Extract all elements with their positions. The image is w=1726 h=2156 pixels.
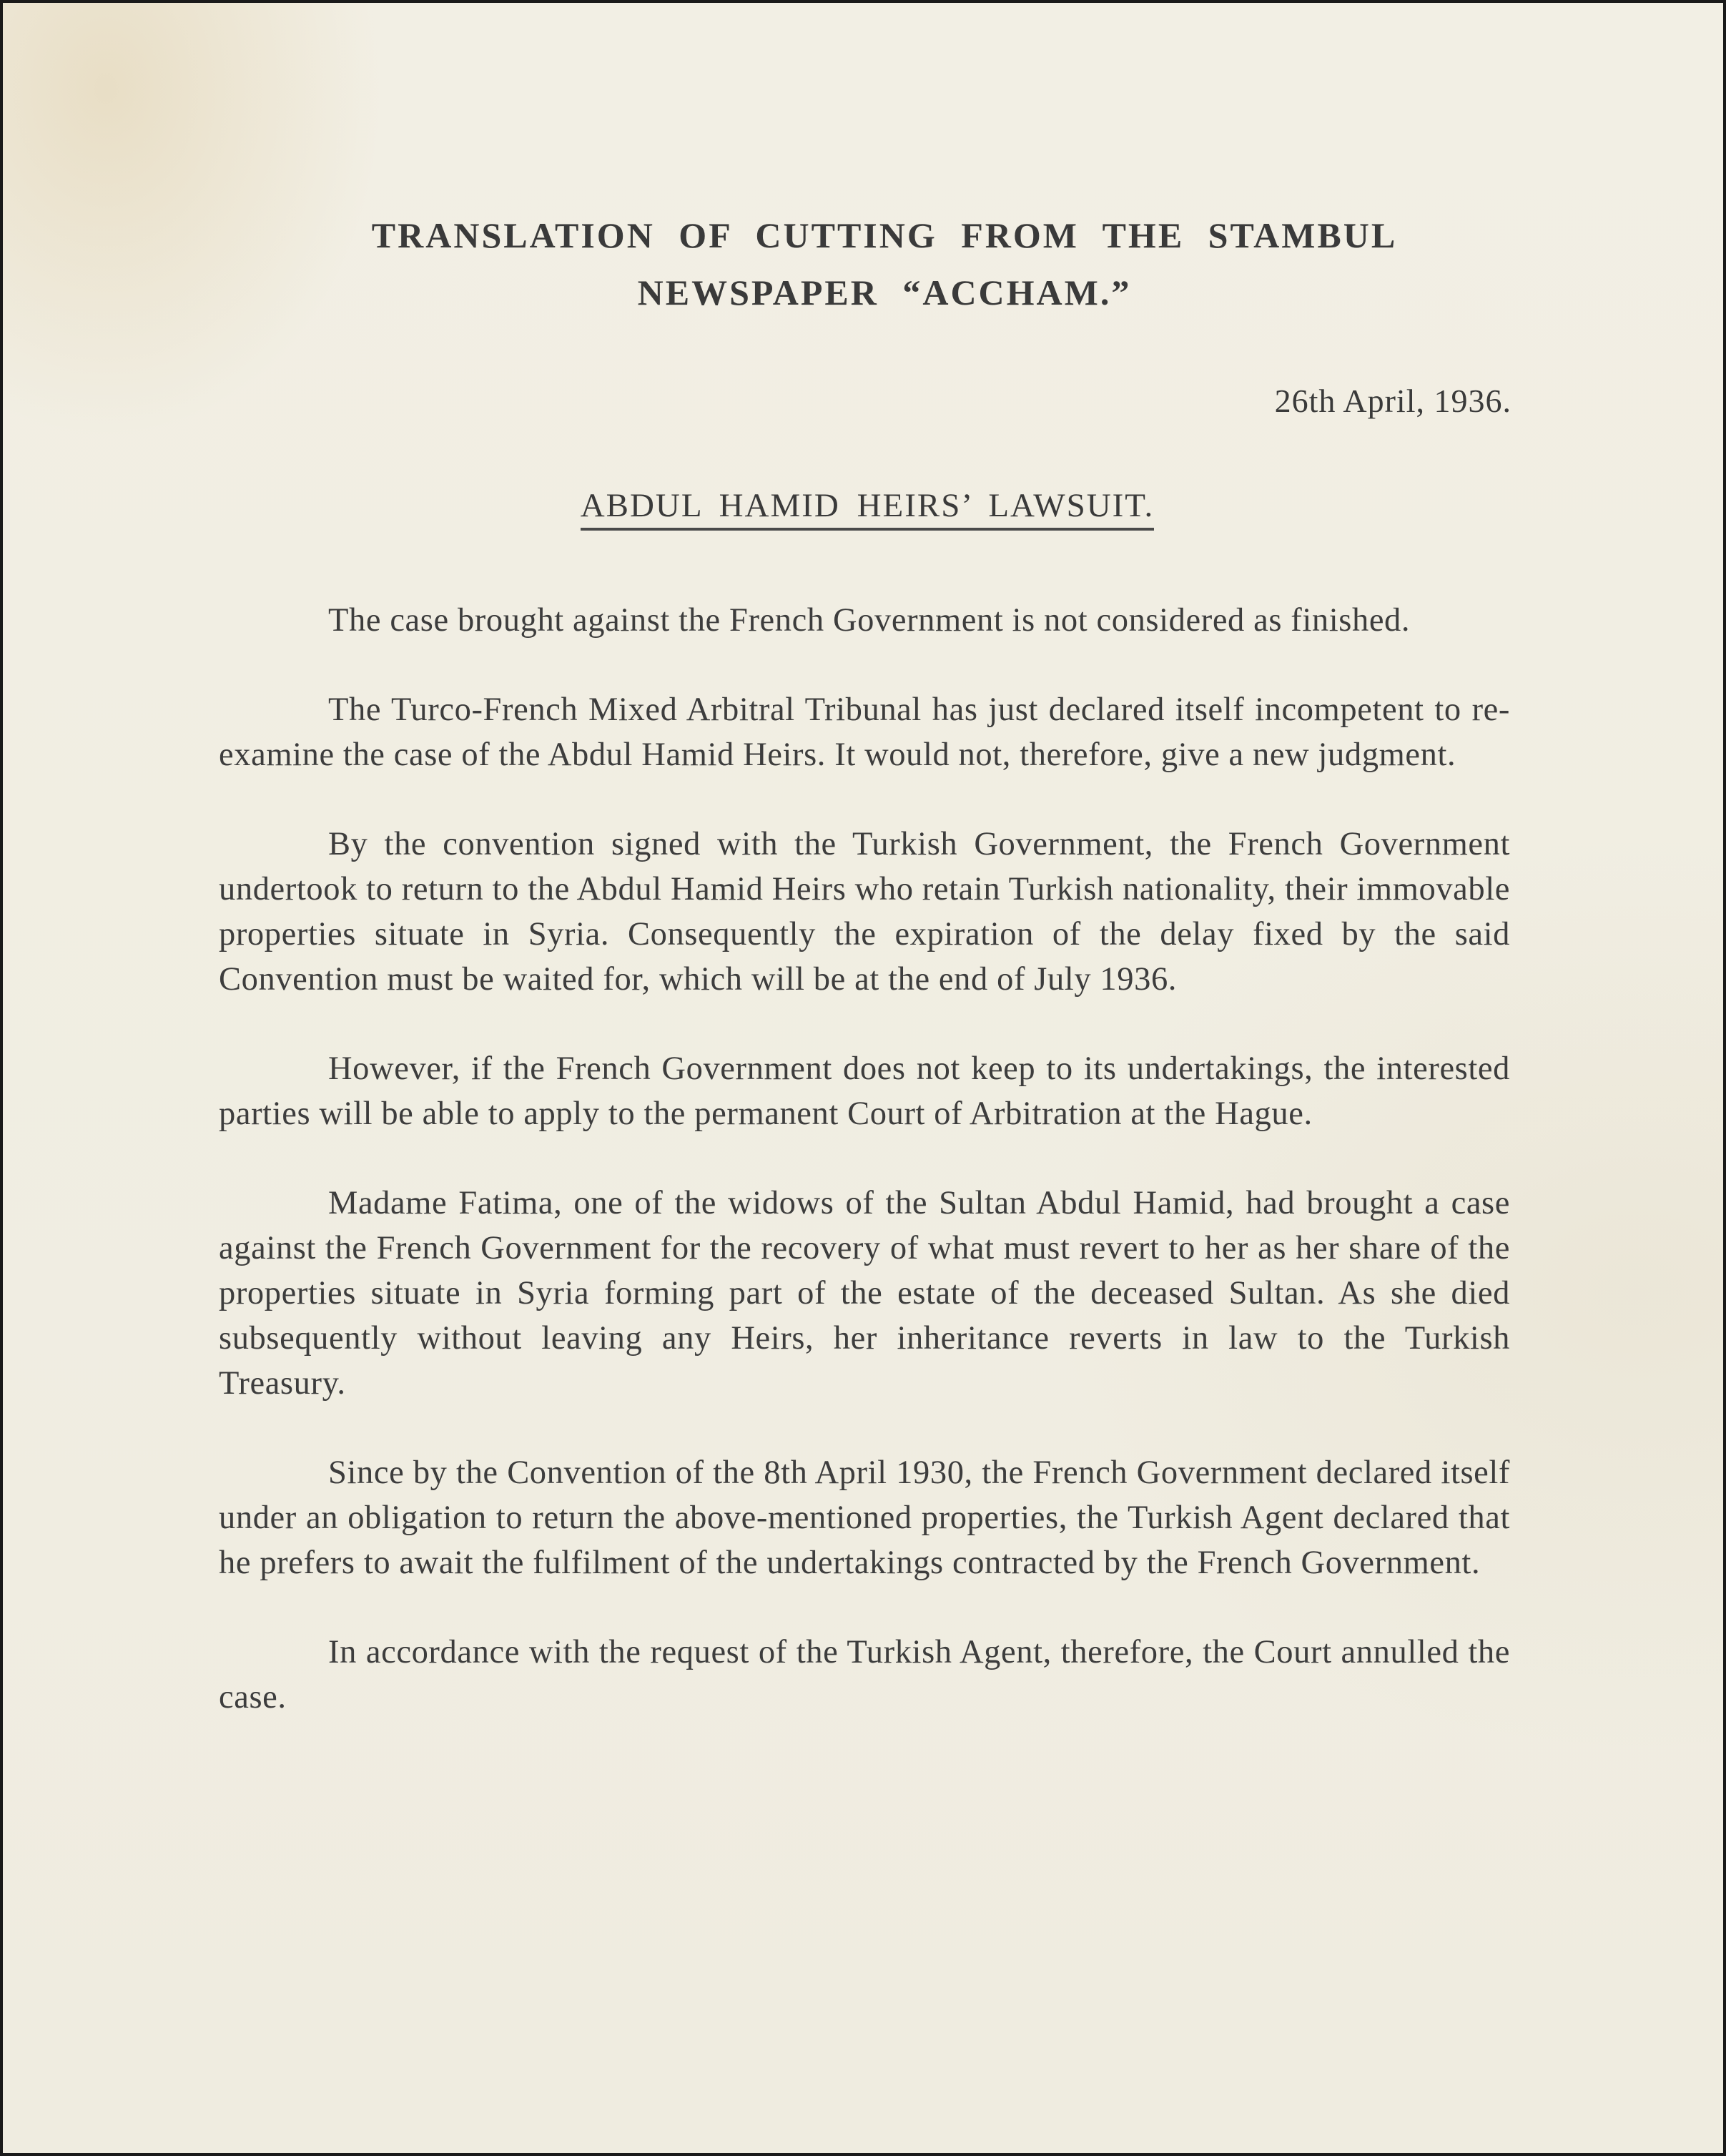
paragraph: The case brought against the French Government is not considered as finished.	[328, 602, 1411, 639]
paragraph: Since by the Convention of the 8th April 1930, the French Government declared itself under an obligation to return the above-mentioned properties, the Turkish Agent declared that he prefers to await the fulfilment of the undertakings contracted by the French Government.	[219, 1454, 1510, 1581]
paragraph: Madame Fatima, one of the widows of the Sultan Abdul Hamid, had brought a case against the French Government for the recovery of what must revert to her as her share of the properties situate in Syria forming part of the estate of the deceased Sultan. As she died subsequently without leaving any Heirs, her inheritance reverts in law to the Turkish Treasury.	[219, 1185, 1510, 1402]
paragraph: The Turco-French Mixed Arbitral Tribunal has just declared itself incompetent to re-examine the case of the Abdul Hamid Heirs. It would not, therefore, give a new judgment.	[219, 691, 1510, 773]
paragraph: By the convention signed with the Turkish Government, the French Government undertook to return to the Abdul Hamid Heirs who retain Turkish nationality, their immovable properties situate in Syria. Consequently the expiration of the delay fixed by the said Convention must be waited for, which will be at the end of July 1936.	[219, 826, 1511, 998]
body-text	[219, 598, 1510, 1764]
heading-line-1: TRANSLATION OF CUTTING FROM THE STAMBUL	[371, 215, 1398, 255]
paragraph: In accordance with the request of the Turkish Agent, therefore, the Court annulled the case.	[219, 1634, 1510, 1716]
subtitle-wrapper	[3, 486, 1723, 531]
document-date: 26th April, 1936.	[1274, 383, 1512, 419]
paragraph: However, if the French Government does not keep to its undertakings, the interested parties will be able to apply to the permanent Court of Arbitration at the Hague.	[219, 1050, 1510, 1132]
subtitle: ABDUL HAMID HEIRS’ LAWSUIT.	[581, 486, 1155, 531]
heading-line-2: NEWSPAPER “ACCHAM.”	[637, 272, 1132, 312]
document-page	[3, 3, 1723, 2153]
